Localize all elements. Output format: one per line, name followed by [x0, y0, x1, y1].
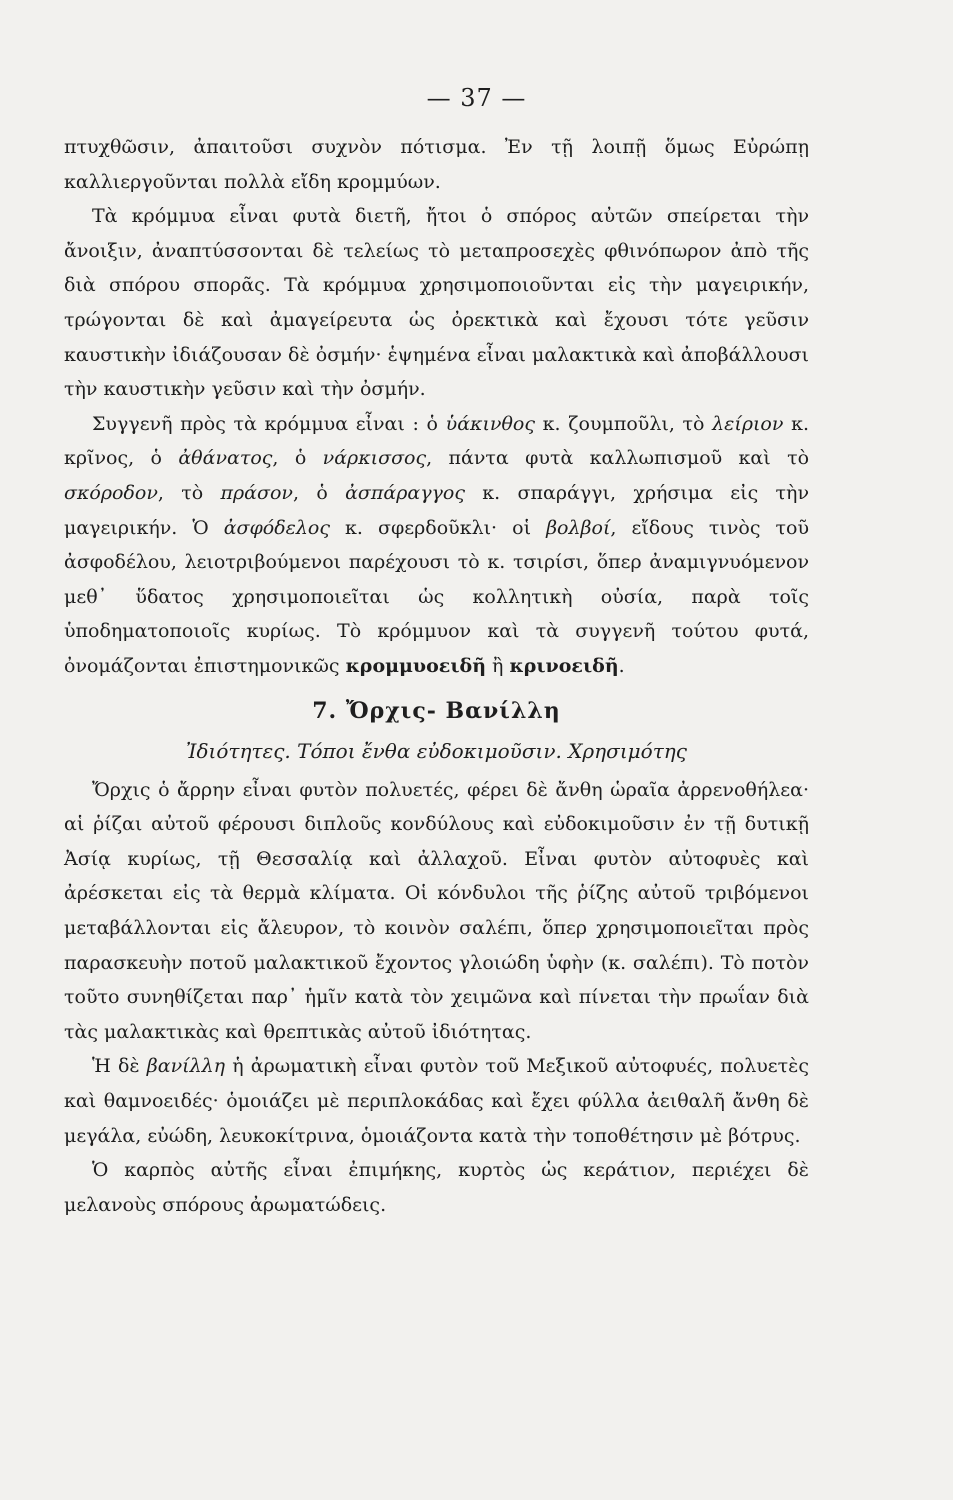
- italic-term: ἀσπάραγγος: [345, 481, 465, 504]
- paragraph: [64, 773, 809, 1050]
- text-run: ἡ ἀρωματικὴ εἶναι φυτὸν τοῦ Μεξικοῦ αὐτοφυές, πολυετὲς καὶ θαμνοειδές· ὁμοιάζει μὲ περιπλοκάδας καὶ ἔχει φύλλα ἀειθαλῆ ἄνθη δὲ μεγάλα, εὐώδη, λευκοκίτρινα, ὁμοιάζοντα κατὰ τὴν τοποθέτησιν μὲ βότρυς.: [64, 1055, 809, 1147]
- text-run: Ὄρχις ὁ ἄρρην εἶναι φυτὸν πολυετές, φέρει δὲ ἄνθη ὡραῖα ἀρρενοθήλεα· αἱ ῥίζαι αὐτοῦ φέρουσι διπλοῦς κονδύλους καὶ εὐδοκιμοῦσιν ἐν τῇ δυτικῇ Ἀσίᾳ κυρίως, τῇ Θεσσαλίᾳ καὶ ἀλλαχοῦ. Εἶναι φυτὸν αὐτοφυὲς καὶ ἀρέσκεται εἰς τὰ θερμὰ κλίματα. Οἱ κόνδυλοι τῆς ῥίζης αὐτοῦ τριβόμενοι μεταβάλλονται εἰς ἄλευρον, τὸ κοινὸν σαλέπι, ὅπερ χρησιμοποιεῖται πρὸς παρασκευὴν ποτοῦ μαλακτικοῦ ἔχοντος γλοιώδη ὑφὴν (κ. σαλέπι). Τὸ ποτὸν τοῦτο συνηθίζεται παρ᾽ ἡμῖν κατὰ τὸν χειμῶνα καὶ πίνεται τὴν πρωΐαν διὰ τὰς μαλακτικὰς καὶ θρεπτικὰς αὐτοῦ ἰδιότητας.: [64, 778, 809, 1043]
- text-run: , πάντα φυτὰ καλλωπισμοῦ καὶ τὸ: [426, 447, 810, 470]
- italic-term: ἀσφόδελος: [223, 516, 330, 539]
- italic-term: νάρκισσος: [322, 447, 427, 470]
- italic-term: ἀθάνατος: [178, 447, 273, 470]
- paragraph: [64, 1153, 809, 1222]
- italic-term: σκόροδον: [64, 481, 158, 504]
- text-run: πτυχθῶσιν, ἀπαιτοῦσι συχνὸν πότισμα. Ἐν τῇ λοιπῇ ὅμως Εὐρώπῃ καλλιεργοῦνται πολλὰ εἴδη κρομμύων.: [64, 136, 809, 193]
- section-subtitle: Ἰδιότητες. Τόποι ἔνθα εὐδοκιμοῦσιν. Χρησιμότης: [186, 739, 687, 764]
- page-number: — 37 —: [426, 84, 527, 112]
- text-run: Συγγενῆ πρὸς τὰ κρόμμυα εἶναι : ὁ: [92, 412, 446, 435]
- paragraph: [64, 407, 809, 684]
- text-run: κ. σπαράγγι, χρήσιμα εἰς τὴν μαγειρικήν. Ὁ: [64, 481, 809, 539]
- bold-term: κρομμυοειδῆ: [345, 654, 487, 677]
- italic-term: βολβοί: [546, 516, 611, 539]
- italic-term: ὑάκινθος: [445, 412, 535, 435]
- text-run: κ. ζουμποῦλι, τὸ: [535, 412, 713, 435]
- text-run: Ὁ καρπὸς αὐτῆς εἶναι ἐπιμήκης, κυρτὸς ὡς κεράτιον, περιέχει δὲ μελανοὺς σπόρους ἀρωματώδεις.: [64, 1159, 809, 1216]
- paragraphs-after-section: [64, 773, 809, 1223]
- bold-term: κρινοειδῆ: [509, 654, 619, 677]
- text-run: Ἡ δὲ: [92, 1055, 147, 1078]
- text-run: κ. κρῖνος, ὁ: [64, 412, 809, 470]
- text-run: , ὁ: [272, 447, 323, 470]
- text-run: , τὸ: [157, 481, 221, 504]
- text-run: ἢ: [486, 654, 510, 677]
- text-run: , ὁ: [292, 481, 346, 504]
- body-text: [64, 130, 809, 1222]
- text-run: Τὰ κρόμμυα εἶναι φυτὰ διετῆ, ἤτοι ὁ σπόρος αὐτῶν σπείρεται τὴν ἄνοιξιν, ἀναπτύσσονται δὲ τελείως τὸ μεταπροσεχὲς φθινόπωρον ἀπὸ τῆς διὰ σπόρου σπορᾶς. Τὰ κρόμμυα χρησιμοποιοῦνται εἰς τὴν μαγειρικήν, τρώγονται δὲ καὶ ἀμαγείρευτα ὡς ὀρεκτικὰ καὶ ἔχουσι τότε γεῦσιν καυστικὴν ἰδιάζουσαν δὲ ὀσμήν· ἑψημένα εἶναι μαλακτικὰ καὶ ἀποβάλλουσι τὴν καυστικὴν γεῦσιν καὶ τὴν ὀσμήν.: [64, 205, 809, 401]
- paragraph: [64, 1049, 809, 1153]
- italic-term: πράσον: [220, 481, 293, 504]
- italic-term: βανίλλη: [146, 1055, 226, 1078]
- paragraphs-before-section: [64, 130, 809, 684]
- paragraph: [64, 199, 809, 407]
- text-run: , εἴδους τινὸς τοῦ ἀσφοδέλου, λειοτριβούμενοι παρέχουσι τὸ κ. τσιρίσι, ὅπερ ἀναμιγνυόμενον μεθ᾽ ὕδατος χρησιμοποιεῖται ὡς κολλητικὴ οὐσία, παρὰ τοῖς ὑποδηματοποιοῖς κυρίως. Τὸ κρόμμυον καὶ τὰ συγγενῆ τούτου φυτά, ὀνομάζονται ἐπιστημονικῶς: [64, 516, 809, 677]
- paragraph: [64, 130, 809, 199]
- italic-term: λείριον: [712, 412, 784, 435]
- section-title: 7. Ὄρχις- Βανίλλη: [312, 697, 561, 724]
- text-run: κ. σφερδοῦκλι· οἱ: [330, 516, 547, 539]
- text-run: .: [618, 654, 625, 677]
